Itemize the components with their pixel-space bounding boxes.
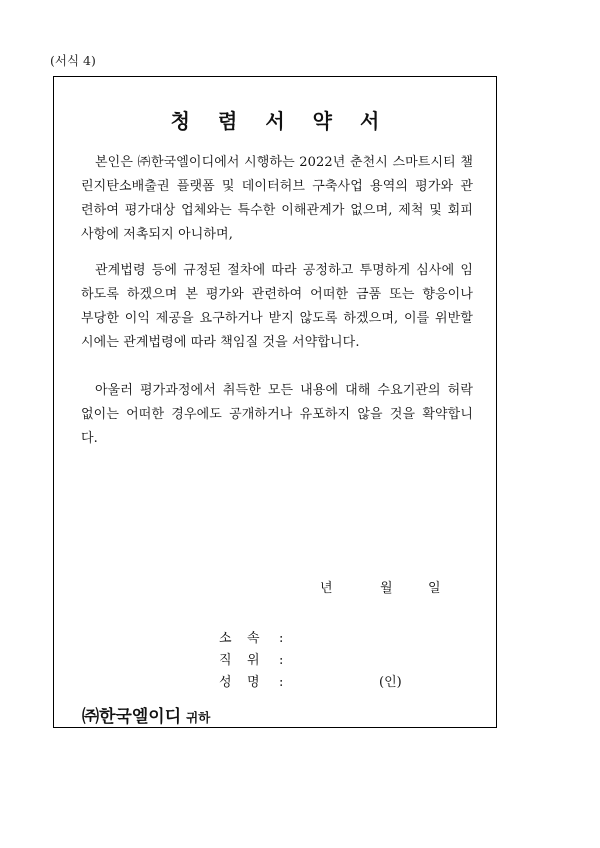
- pledge-document-frame: [53, 76, 497, 728]
- title-char: 약: [312, 109, 332, 133]
- date-month: 월: [380, 581, 393, 596]
- paragraph-line: 아울러 평가과정에서 취득한 모든 내용에 대해 수요기관의 허락: [95, 383, 473, 398]
- recipient-suffix: 귀하: [186, 710, 211, 725]
- title-char: 렴: [218, 109, 238, 133]
- recipient-organization: ㈜한국엘이디: [82, 707, 182, 727]
- title-char: 서: [265, 109, 285, 133]
- signature-name-row: [219, 671, 283, 690]
- signature-position-row: [219, 649, 283, 668]
- title-char: 청: [170, 109, 190, 133]
- label-char: 소: [219, 631, 232, 646]
- date-line: [320, 577, 441, 596]
- label-colon: :: [279, 675, 284, 690]
- label-char: 명: [247, 675, 260, 690]
- paragraph-conflict-of-interest: [81, 151, 473, 247]
- paragraph-line: 부당한 이익 제공을 요구하거나 받지 않도록 하겠으며, 이를 위반할: [81, 311, 473, 326]
- paragraph-line: 다.: [81, 431, 98, 446]
- label-char: 속: [247, 631, 260, 646]
- recipient-line: [82, 702, 210, 727]
- label-char: 직: [219, 653, 232, 668]
- label-char: 성: [219, 675, 232, 690]
- signature-affiliation-row: [219, 627, 283, 646]
- title-char: 서: [359, 109, 380, 133]
- paragraph-line: 련하여 평가대상 업체와는 특수한 이해관계가 없으며, 제척 및 회피: [81, 203, 473, 218]
- date-year: 년: [320, 581, 333, 596]
- paragraph-line: 없이는 어떠한 경우에도 공개하거나 유포하지 않을 것을 확약합니: [81, 407, 473, 422]
- paragraph-line: 시에는 관계법령에 따라 책임질 것을 서약합니다.: [81, 335, 360, 350]
- paragraph-confidentiality: [81, 379, 473, 451]
- paragraph-line: 하도록 하겠으며 본 평가와 관련하여 어떠한 금품 또는 향응이나: [81, 287, 473, 302]
- document-title: [54, 105, 496, 134]
- paragraph-fair-evaluation: [81, 259, 473, 355]
- label-colon: :: [279, 631, 284, 646]
- seal-placeholder: (인): [379, 675, 402, 690]
- form-number: (서식 4): [50, 53, 96, 68]
- label-char: 위: [247, 653, 260, 668]
- paragraph-line: 본인은 ㈜한국엘이디에서 시행하는 2022년 춘천시 스마트시티 챌: [95, 155, 473, 170]
- paragraph-line: 사항에 저촉되지 아니하며,: [81, 227, 233, 242]
- paragraph-line: 관계법령 등에 규정된 절차에 따라 공정하고 투명하게 심사에 임: [95, 263, 473, 278]
- paragraph-line: 린지탄소배출권 플랫폼 및 데이터허브 구축사업 용역의 평가와 관: [81, 179, 473, 194]
- label-colon: :: [279, 653, 284, 668]
- date-day: 일: [428, 581, 441, 596]
